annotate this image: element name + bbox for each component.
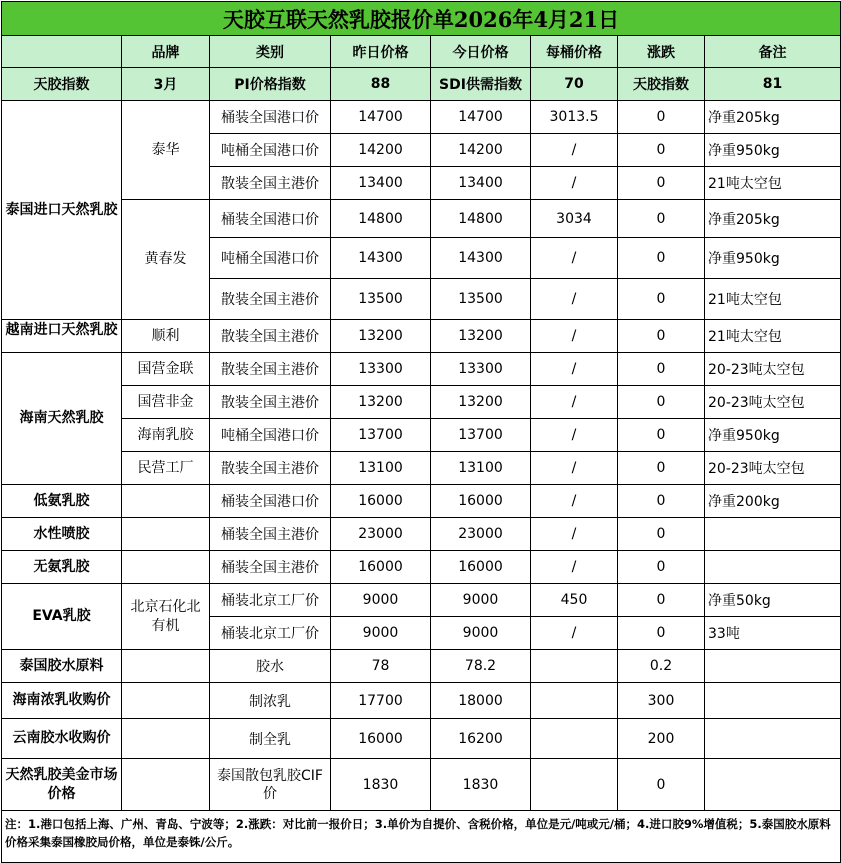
- barrel-price: /: [531, 485, 618, 518]
- table-row: [2, 683, 841, 719]
- today-price: 13300: [431, 353, 531, 386]
- group-water-spray: 水性喷胶: [2, 518, 122, 551]
- brand-shunli: 顺利: [122, 320, 210, 353]
- category-cell: 吨桶全国港口价: [210, 419, 331, 452]
- footer-note: 注：1.港口包括上海、广州、青岛、宁波等；2.涨跌：对比前一报价日；3.单价为自提价、含税价格，单位是元/吨或元/桶；4.进口胶9%增值税；5.泰国胶水原料价格采集泰国橡胶局价格，单位是泰铢/公斤。: [2, 811, 841, 863]
- yesterday-price: 13400: [331, 167, 431, 200]
- table-row: [2, 386, 841, 419]
- group-yunnan: 云南胶水收购价: [2, 719, 122, 759]
- table-row: [2, 200, 841, 238]
- barrel-price: [531, 759, 618, 811]
- brand-empty: [122, 683, 210, 719]
- barrel-price: /: [531, 386, 618, 419]
- category-cell: 散装全国主港价: [210, 353, 331, 386]
- group-thai: 泰国进口天然乳胶: [2, 101, 122, 320]
- category-cell: 吨桶全国港口价: [210, 134, 331, 167]
- remark-cell: 净重950kg: [705, 238, 841, 279]
- change-value: 0: [618, 386, 705, 419]
- yesterday-price: 78: [331, 650, 431, 683]
- change-value: 0: [618, 759, 705, 811]
- remark-cell: 20-23吨太空包: [705, 452, 841, 485]
- header-cell: [2, 36, 122, 68]
- category-cell: 桶装北京工厂价: [210, 584, 331, 617]
- today-price: 13200: [431, 386, 531, 419]
- change-value: 0: [618, 167, 705, 200]
- yesterday-price: 17700: [331, 683, 431, 719]
- category-cell: 散装全国主港价: [210, 452, 331, 485]
- today-price: 13100: [431, 452, 531, 485]
- brand-minying: 民营工厂: [122, 452, 210, 485]
- index-row: [2, 68, 841, 101]
- category-cell: 桶装全国港口价: [210, 101, 331, 134]
- yesterday-price: 9000: [331, 584, 431, 617]
- brand-empty: [122, 518, 210, 551]
- barrel-price: /: [531, 238, 618, 279]
- header-row: [2, 36, 841, 68]
- remark-cell: [705, 650, 841, 683]
- remark-cell: 21吨太空包: [705, 320, 841, 353]
- brand-guoying-feijin: 国营非金: [122, 386, 210, 419]
- table-row: [2, 320, 841, 353]
- yesterday-price: 1830: [331, 759, 431, 811]
- today-price: 23000: [431, 518, 531, 551]
- remark-cell: 净重950kg: [705, 134, 841, 167]
- today-price: 16000: [431, 485, 531, 518]
- category-cell: 制浓乳: [210, 683, 331, 719]
- today-price: 1830: [431, 759, 531, 811]
- today-price: 13400: [431, 167, 531, 200]
- barrel-price: 450: [531, 584, 618, 617]
- change-value: 0: [618, 584, 705, 617]
- yesterday-price: 13300: [331, 353, 431, 386]
- barrel-price: /: [531, 419, 618, 452]
- header-brand: 品牌: [122, 36, 210, 68]
- brand-empty: [122, 650, 210, 683]
- remark-cell: 净重200kg: [705, 485, 841, 518]
- brand-huangchunfa: 黄春发: [122, 200, 210, 320]
- remark-cell: 21吨太空包: [705, 279, 841, 320]
- category-cell: 桶装北京工厂价: [210, 617, 331, 650]
- barrel-price: /: [531, 134, 618, 167]
- header-today: 今日价格: [431, 36, 531, 68]
- header-yesterday: 昨日价格: [331, 36, 431, 68]
- pi-label: PI价格指数: [210, 68, 331, 101]
- yesterday-price: 16000: [331, 485, 431, 518]
- remark-cell: 33吨: [705, 617, 841, 650]
- brand-hainan-rujiao: 海南乳胶: [122, 419, 210, 452]
- remark-cell: 净重205kg: [705, 200, 841, 238]
- yesterday-price: 13200: [331, 386, 431, 419]
- remark-cell: 净重50kg: [705, 584, 841, 617]
- barrel-price: [531, 650, 618, 683]
- remark-cell: 21吨太空包: [705, 167, 841, 200]
- remark-cell: [705, 518, 841, 551]
- header-change: 涨跌: [618, 36, 705, 68]
- index-label: 天胶指数: [2, 68, 122, 101]
- change-value: 0: [618, 452, 705, 485]
- change-value: 0.2: [618, 650, 705, 683]
- sdi-label: SDI供需指数: [431, 68, 531, 101]
- brand-guoying-jinlian: 国营金联: [122, 353, 210, 386]
- yesterday-price: 14200: [331, 134, 431, 167]
- remark-cell: 20-23吨太空包: [705, 353, 841, 386]
- category-cell: 散装全国主港价: [210, 320, 331, 353]
- group-eva: EVA乳胶: [2, 584, 122, 650]
- group-low-ammonia: 低氨乳胶: [2, 485, 122, 518]
- today-price: 14700: [431, 101, 531, 134]
- header-remarks: 备注: [705, 36, 841, 68]
- change-value: 0: [618, 617, 705, 650]
- brand-taihua: 泰华: [122, 101, 210, 200]
- category-cell: 散装全国主港价: [210, 386, 331, 419]
- table-row: [2, 719, 841, 759]
- category-cell: 桶装全国港口价: [210, 200, 331, 238]
- change-value: 0: [618, 551, 705, 584]
- remark-cell: 20-23吨太空包: [705, 386, 841, 419]
- brand-empty: [122, 719, 210, 759]
- barrel-price: /: [531, 518, 618, 551]
- yesterday-price: 14300: [331, 238, 431, 279]
- group-vietnam: 越南进口天然乳胶: [2, 320, 122, 353]
- table-row: [2, 518, 841, 551]
- yesterday-price: 9000: [331, 617, 431, 650]
- pi-value: 88: [331, 68, 431, 101]
- category-cell: 桶装全国主港价: [210, 551, 331, 584]
- yesterday-price: 13100: [331, 452, 431, 485]
- table-row: [2, 650, 841, 683]
- group-usd: 天然乳胶美金市场价格: [2, 759, 122, 811]
- category-cell: 吨桶全国港口价: [210, 238, 331, 279]
- tianjiao-index-label: 天胶指数: [618, 68, 705, 101]
- remark-cell: [705, 759, 841, 811]
- change-value: 200: [618, 719, 705, 759]
- yesterday-price: 13700: [331, 419, 431, 452]
- category-cell: 泰国散包乳胶CIF价: [210, 759, 331, 811]
- change-value: 0: [618, 320, 705, 353]
- group-hainan-conc: 海南浓乳收购价: [2, 683, 122, 719]
- barrel-price: 3013.5: [531, 101, 618, 134]
- index-month: 3月: [122, 68, 210, 101]
- today-price: 14800: [431, 200, 531, 238]
- brand-beijing: 北京石化北有机: [122, 584, 210, 650]
- barrel-price: /: [531, 551, 618, 584]
- yesterday-price: 14800: [331, 200, 431, 238]
- remark-cell: [705, 719, 841, 759]
- table-row: [2, 485, 841, 518]
- category-cell: 桶装全国主港价: [210, 518, 331, 551]
- change-value: 0: [618, 134, 705, 167]
- barrel-price: /: [531, 617, 618, 650]
- change-value: 0: [618, 518, 705, 551]
- header-per-barrel: 每桶价格: [531, 36, 618, 68]
- table-row: [2, 584, 841, 617]
- change-value: 0: [618, 485, 705, 518]
- barrel-price: /: [531, 167, 618, 200]
- remark-cell: 净重205kg: [705, 101, 841, 134]
- yesterday-price: 13500: [331, 279, 431, 320]
- remark-cell: [705, 683, 841, 719]
- table-row: [2, 419, 841, 452]
- header-category: 类别: [210, 36, 331, 68]
- yesterday-price: 14700: [331, 101, 431, 134]
- change-value: 0: [618, 279, 705, 320]
- today-price: 16000: [431, 551, 531, 584]
- table-row: [2, 759, 841, 811]
- group-thai-raw: 泰国胶水原料: [2, 650, 122, 683]
- category-cell: 制全乳: [210, 719, 331, 759]
- category-cell: 散装全国主港价: [210, 167, 331, 200]
- barrel-price: 3034: [531, 200, 618, 238]
- change-value: 0: [618, 419, 705, 452]
- today-price: 13500: [431, 279, 531, 320]
- tianjiao-index-value: 81: [705, 68, 841, 101]
- category-cell: 胶水: [210, 650, 331, 683]
- barrel-price: /: [531, 452, 618, 485]
- group-hainan: 海南天然乳胶: [2, 353, 122, 485]
- table-row: [2, 452, 841, 485]
- barrel-price: /: [531, 279, 618, 320]
- barrel-price: /: [531, 353, 618, 386]
- today-price: 9000: [431, 584, 531, 617]
- group-no-ammonia: 无氨乳胶: [2, 551, 122, 584]
- today-price: 13700: [431, 419, 531, 452]
- yesterday-price: 16000: [331, 551, 431, 584]
- today-price: 14200: [431, 134, 531, 167]
- today-price: 13200: [431, 320, 531, 353]
- sheet-title: 天胶互联天然乳胶报价单2026年4月21日: [2, 2, 841, 36]
- brand-empty: [122, 551, 210, 584]
- table-row: [2, 353, 841, 386]
- category-cell: 桶装全国港口价: [210, 485, 331, 518]
- sdi-value: 70: [531, 68, 618, 101]
- price-table: [1, 1, 841, 863]
- today-price: 14300: [431, 238, 531, 279]
- category-cell: 散装全国主港价: [210, 279, 331, 320]
- change-value: 0: [618, 200, 705, 238]
- change-value: 0: [618, 101, 705, 134]
- barrel-price: /: [531, 320, 618, 353]
- barrel-price: [531, 719, 618, 759]
- today-price: 9000: [431, 617, 531, 650]
- brand-empty: [122, 485, 210, 518]
- yesterday-price: 13200: [331, 320, 431, 353]
- today-price: 78.2: [431, 650, 531, 683]
- remark-cell: [705, 551, 841, 584]
- yesterday-price: 16000: [331, 719, 431, 759]
- remark-cell: 净重950kg: [705, 419, 841, 452]
- today-price: 18000: [431, 683, 531, 719]
- table-row: [2, 551, 841, 584]
- brand-empty: [122, 759, 210, 811]
- table-row: [2, 101, 841, 134]
- yesterday-price: 23000: [331, 518, 431, 551]
- change-value: 300: [618, 683, 705, 719]
- barrel-price: [531, 683, 618, 719]
- change-value: 0: [618, 238, 705, 279]
- change-value: 0: [618, 353, 705, 386]
- today-price: 16200: [431, 719, 531, 759]
